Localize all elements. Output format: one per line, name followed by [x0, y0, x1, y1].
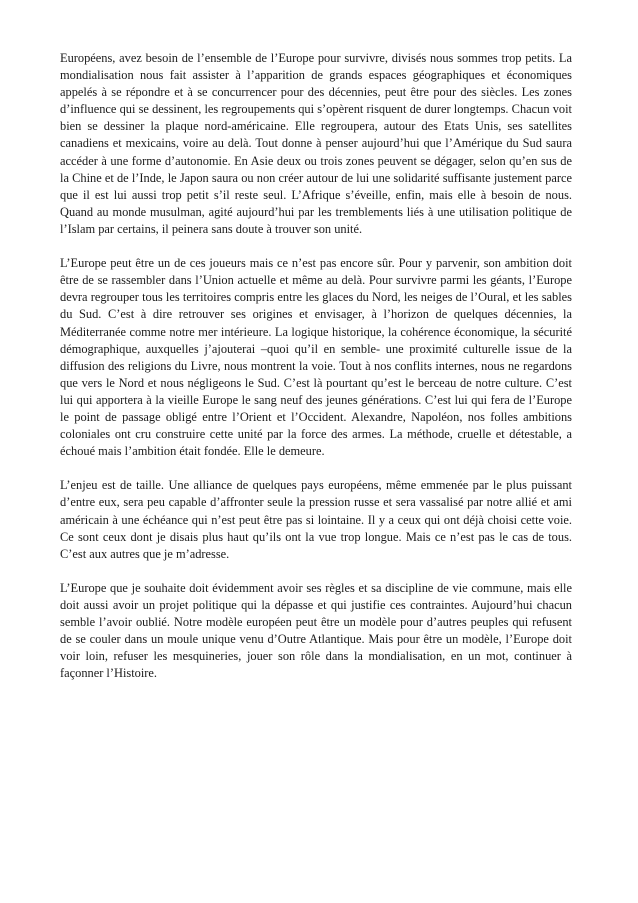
document-body	[60, 50, 572, 700]
paragraph-europe-ambition: L’Europe peut être un de ces joueurs mais ce n’est pas encore sûr. Pour y parvenir, son ambition doit être de se rassembler dans l’Union actuelle et même au delà. Pour survivre parmi les géants, l’Europe devra regrouper tous les territoires compris entre les glaces du Nord, les neiges de l’Oural, et les sables du Sud. C’est à dire retrouver ses origines et envisager, à l’horizon de quelques décennies, la Méditerranée comme notre mer intérieure. La logique historique, la cohérence économique, la sécurité démographique, auxquelles j’ajouterai –quoi qu’il en semble- une proximité culturelle issue de la diffusion des religions du Livre, nous montrent la voie. Tout à nos conflits internes, nous ne regardons que vers le Nord et nous négligeons le Sud. C’est là pourtant qu’est le berceau de notre culture. C’est lui qui apportera à la vieille Europe le sang neuf des jeunes générations. C’est lui qui fera de l’Europe le point de passage obligé entre l’Orient et l’Occident. Alexandre, Napoléon, nos folles ambitions coloniales ont cru construire cette unité par la force des armes. La méthode, cruelle et détestable, a échoué mais l’ambition était fondée. Elle le demeure.	[60, 256, 572, 459]
paragraph-political-project: L’Europe que je souhaite doit évidemment avoir ses règles et sa discipline de vie commune, mais elle doit aussi avoir un projet politique qui la dépasse et qui justifie ces contraintes. Aujourd’hui chacun semble l’avoir oublié. Notre modèle européen peut être un modèle pour d’autres peuples qui refusent de se couler dans un moule unique venu d’Outre Atlantique. Mais pour être un modèle, l’Europe doit voir loin, refuser les mesquineries, jouer son rôle dans la mondialisation, en un mot, continuer à façonner l’Histoire.	[60, 580, 572, 681]
paragraph-stakes: L’enjeu est de taille. Une alliance de quelques pays européens, même emmenée par le plus puissant d’entre eux, sera peu capable d’affronter seule la pression russe et sera vassalisé par notre allié et ami américain à une échéance qui n’est peut être pas si lointaine. Il y a ceux qui ont déjà choisi cette voie. Ce sont ceux dont je disais plus haut qu’ils ont la vue trop longue. Mais ce n’est pas le cas de tous. C’est aux autres que je m’adresse.	[60, 478, 572, 561]
paragraph-world-zones: Européens, avez besoin de l’ensemble de l’Europe pour survivre, divisés nous sommes trop petits. La mondialisation nous fait assister à l’apparition de grands espaces géographiques et économiques appelés à se répondre et à se concurrencer pour des décennies, peut être pour des siècles. Les zones d’influence qui se dessinent, les regroupements qui s’opèrent risquent de durer longtemps. Chacun voit bien se dessiner la plaque nord-américaine. Elle regroupera, autour des Etats Unis, ses satellites canadiens et mexicains, voire au delà. Tout donne à penser aujourd’hui que l’Amérique du Sud saura accéder à une forme d’autonomie. En Asie deux ou trois zones peuvent se dégager, selon qu’en sus de la Chine et de l’Inde, le Japon saura ou non créer autour de lui une solidarité suffisante justement parce que il est lui aussi trop petit s’il reste seul. L’Afrique s’éveille, enfin, mais elle à besoin de nous. Quand au monde musulman, agité aujourd’hui par les tremblements liés à une utilisation politique de l’Islam par certains, il peinera sans doute à trouver son unité.	[60, 51, 572, 236]
